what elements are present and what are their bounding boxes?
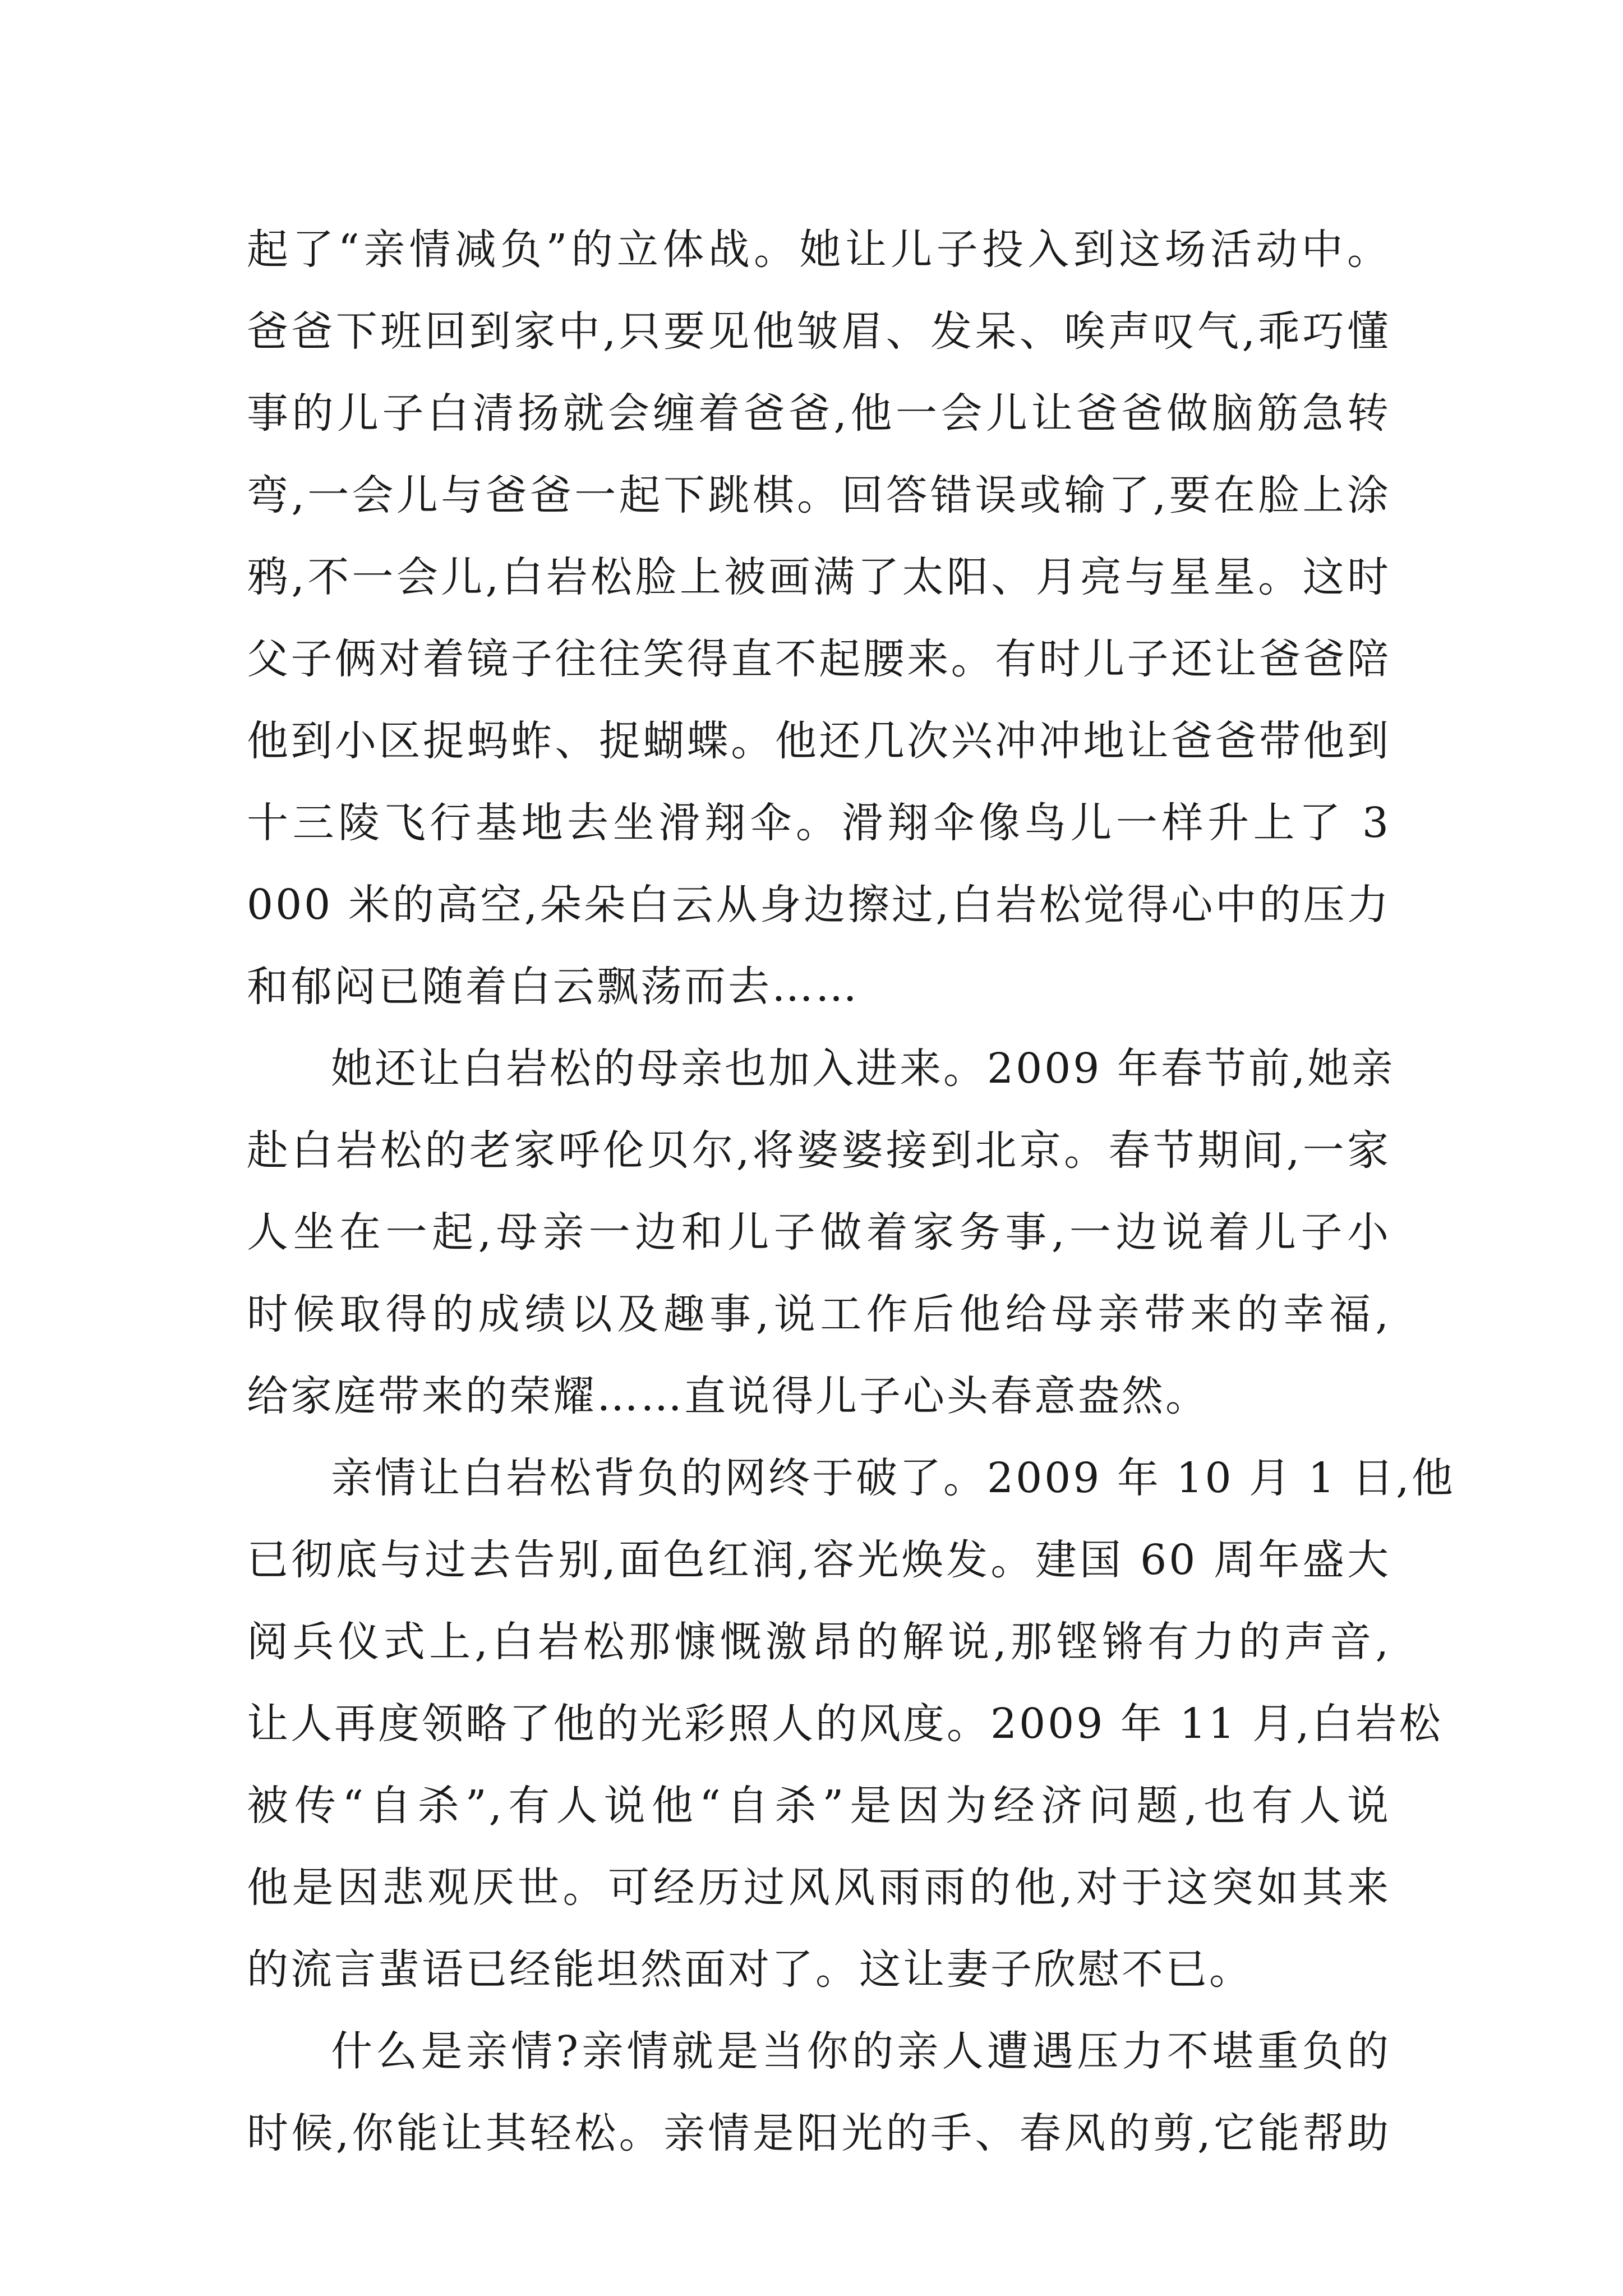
text-line: 亲情让白岩松背负的网终于破了。2009 年 10 月 1 日,他 <box>331 1454 1455 1502</box>
text-line: 什么是亲情?亲情就是当你的亲人遭遇压力不堪重负的 <box>331 2027 1391 2076</box>
text-line: 人坐在一起,母亲一边和儿子做着家务事,一边说着儿子小 <box>247 1208 1391 1257</box>
text-line: 爸爸下班回到家中,只要见他皱眉、发呆、唉声叹气,乖巧懂 <box>247 307 1391 356</box>
text-line: 已彻底与过去告别,面色红润,容光焕发。建国 60 周年盛大 <box>247 1536 1391 1584</box>
text-line: 父子俩对着镜子往往笑得直不起腰来。有时儿子还让爸爸陪 <box>247 635 1391 683</box>
text-line: 阅兵仪式上,白岩松那慷慨激昂的解说,那铿锵有力的声音, <box>247 1618 1391 1666</box>
text-line: 他是因悲观厌世。可经历过风风雨雨的他,对于这突如其来 <box>247 1864 1391 1912</box>
text-line: 000 米的高空,朵朵白云从身边擦过,白岩松觉得心中的压力 <box>247 881 1391 929</box>
text-line: 让人再度领略了他的光彩照人的风度。2009 年 11 月,白岩松 <box>247 1700 1443 1748</box>
text-line: 和郁闷已随着白云飘荡而去…… <box>247 963 859 1011</box>
text-line: 弯,一会儿与爸爸一起下跳棋。回答错误或输了,要在脸上涂 <box>247 471 1391 519</box>
text-line: 被传“自杀”,有人说他“自杀”是因为经济问题,也有人说 <box>247 1782 1391 1830</box>
text-line: 起了“亲情减负”的立体战。她让儿子投入到这场活动中。 <box>247 226 1391 274</box>
text-line: 赴白岩松的老家呼伦贝尔,将婆婆接到北京。春节期间,一家 <box>247 1126 1391 1175</box>
text-line: 事的儿子白清扬就会缠着爸爸,他一会儿让爸爸做脑筋急转 <box>247 389 1391 438</box>
text-line: 她还让白岩松的母亲也加入进来。2009 年春节前,她亲 <box>331 1045 1395 1093</box>
text-line: 给家庭带来的荣耀……直说得儿子心头春意盎然。 <box>247 1372 1209 1420</box>
text-line: 的流言蜚语已经能坦然面对了。这让妻子欣慰不已。 <box>247 1945 1253 1994</box>
text-line: 十三陵飞行基地去坐滑翔伞。滑翔伞像鸟儿一样升上了 3 <box>247 799 1391 847</box>
text-line: 时候取得的成绩以及趣事,说工作后他给母亲带来的幸福, <box>247 1290 1391 1338</box>
text-line: 他到小区捉蚂蚱、捉蝴蝶。他还几次兴冲冲地让爸爸带他到 <box>247 717 1391 765</box>
text-line: 时候,你能让其轻松。亲情是阳光的手、春风的剪,它能帮助 <box>247 2109 1391 2157</box>
text-line: 鸦,不一会儿,白岩松脸上被画满了太阳、月亮与星星。这时 <box>247 553 1391 601</box>
body-text <box>247 209 1455 2174</box>
